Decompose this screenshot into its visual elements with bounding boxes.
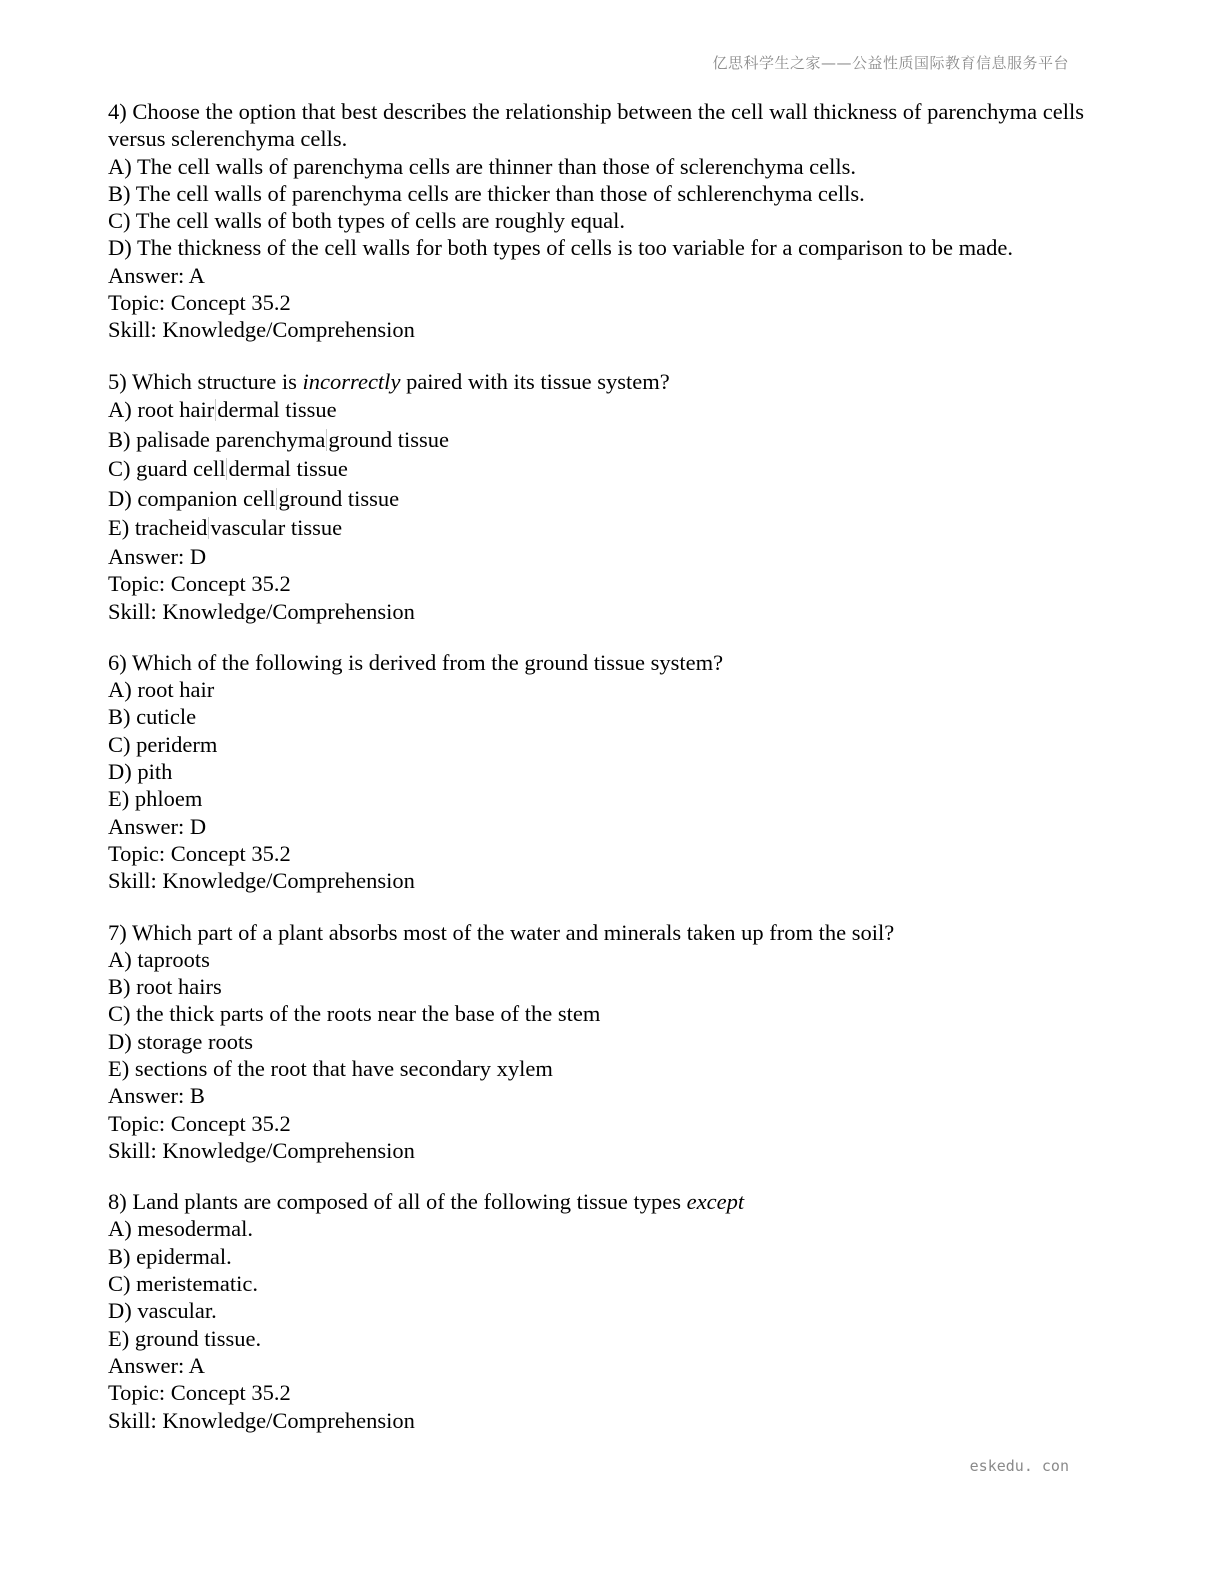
option-structure: E) tracheid (108, 515, 208, 541)
question-stem: 7) Which part of a plant absorbs most of the water and minerals taken up from the soil? (108, 919, 895, 945)
question-stem (108, 368, 1108, 395)
option-structure: B) palisade parenchyma (108, 426, 326, 452)
topic-line: Topic: Concept 35.2 (108, 1110, 291, 1136)
option-d: D) storage roots (108, 1028, 253, 1054)
page-header: 亿思科学生之家——公益性质国际教育信息服务平台 (712, 54, 1069, 72)
option-e: E) phloem (108, 786, 203, 812)
question-stem: 4) Choose the option that best describes the relationship between the cell wall thickness of parenchyma cells versus sclerenchyma cells. (108, 99, 1084, 152)
option-tissue: dermal tissue (228, 456, 348, 482)
answer-line: Answer: D (108, 543, 207, 569)
question-4 (108, 98, 1108, 344)
skill-line: Skill: Knowledge/Comprehension (108, 317, 415, 343)
option-b: B) root hairs (108, 974, 222, 1000)
option-c: C) the thick parts of the roots near the base of the stem (108, 1001, 601, 1027)
answer-line: Answer: D (108, 813, 207, 839)
stem-text-after: paired with its tissue system? (400, 368, 670, 394)
question-5 (108, 368, 1108, 625)
stem-emphasis: except (686, 1189, 745, 1215)
option-c (108, 454, 1108, 484)
option-b: B) epidermal. (108, 1243, 232, 1269)
option-d: D) vascular. (108, 1298, 217, 1324)
page-footer: eskedu. con (969, 1457, 1069, 1475)
question-8 (108, 1188, 1108, 1434)
option-c: C) periderm (108, 731, 218, 757)
document-body (108, 98, 1108, 1458)
option-e (108, 513, 1108, 543)
option-tissue: ground tissue (328, 426, 450, 452)
topic-line: Topic: Concept 35.2 (108, 840, 291, 866)
option-d: D) The thickness of the cell walls for both types of cells is too variable for a comparison to be made. (108, 235, 1013, 261)
option-a: A) mesodermal. (108, 1216, 253, 1242)
skill-line: Skill: Knowledge/Comprehension (108, 1137, 415, 1163)
option-structure: A) root hair (108, 396, 215, 422)
stem-text-before: 8) Land plants are composed of all of the following tissue types (108, 1189, 687, 1215)
option-a: A) The cell walls of parenchyma cells are thinner than those of sclerenchyma cells. (108, 153, 857, 179)
option-c: C) meristematic. (108, 1271, 258, 1297)
topic-line: Topic: Concept 35.2 (108, 571, 291, 597)
option-c: C) The cell walls of both types of cells are roughly equal. (108, 208, 625, 234)
topic-line: Topic: Concept 35.2 (108, 1380, 291, 1406)
answer-line: Answer: A (108, 1352, 205, 1378)
skill-line: Skill: Knowledge/Comprehension (108, 1407, 415, 1433)
option-b (108, 425, 1108, 455)
answer-line: Answer: A (108, 262, 205, 288)
option-b: B) The cell walls of parenchyma cells are thicker than those of schlerenchyma cells. (108, 180, 865, 206)
option-a (108, 395, 1108, 425)
option-tissue: ground tissue (278, 485, 400, 511)
option-b: B) cuticle (108, 704, 197, 730)
option-structure: C) guard cell (108, 456, 226, 482)
option-tissue: dermal tissue (217, 396, 337, 422)
skill-line: Skill: Knowledge/Comprehension (108, 598, 415, 624)
topic-line: Topic: Concept 35.2 (108, 290, 291, 316)
option-d (108, 484, 1108, 514)
option-e: E) sections of the root that have secondary xylem (108, 1055, 553, 1081)
option-a: A) root hair (108, 677, 215, 703)
stem-emphasis: incorrectly (302, 368, 401, 394)
stem-text-before: 5) Which structure is (108, 368, 303, 394)
option-e: E) ground tissue. (108, 1325, 262, 1351)
question-stem (108, 1188, 1108, 1215)
option-structure: D) companion cell (108, 485, 276, 511)
option-d: D) pith (108, 759, 173, 785)
skill-line: Skill: Knowledge/Comprehension (108, 868, 415, 894)
question-6 (108, 649, 1108, 895)
option-tissue: vascular tissue (210, 515, 343, 541)
answer-line: Answer: B (108, 1083, 205, 1109)
question-stem: 6) Which of the following is derived from the ground tissue system? (108, 649, 724, 675)
option-a: A) taproots (108, 946, 210, 972)
question-7 (108, 919, 1108, 1165)
